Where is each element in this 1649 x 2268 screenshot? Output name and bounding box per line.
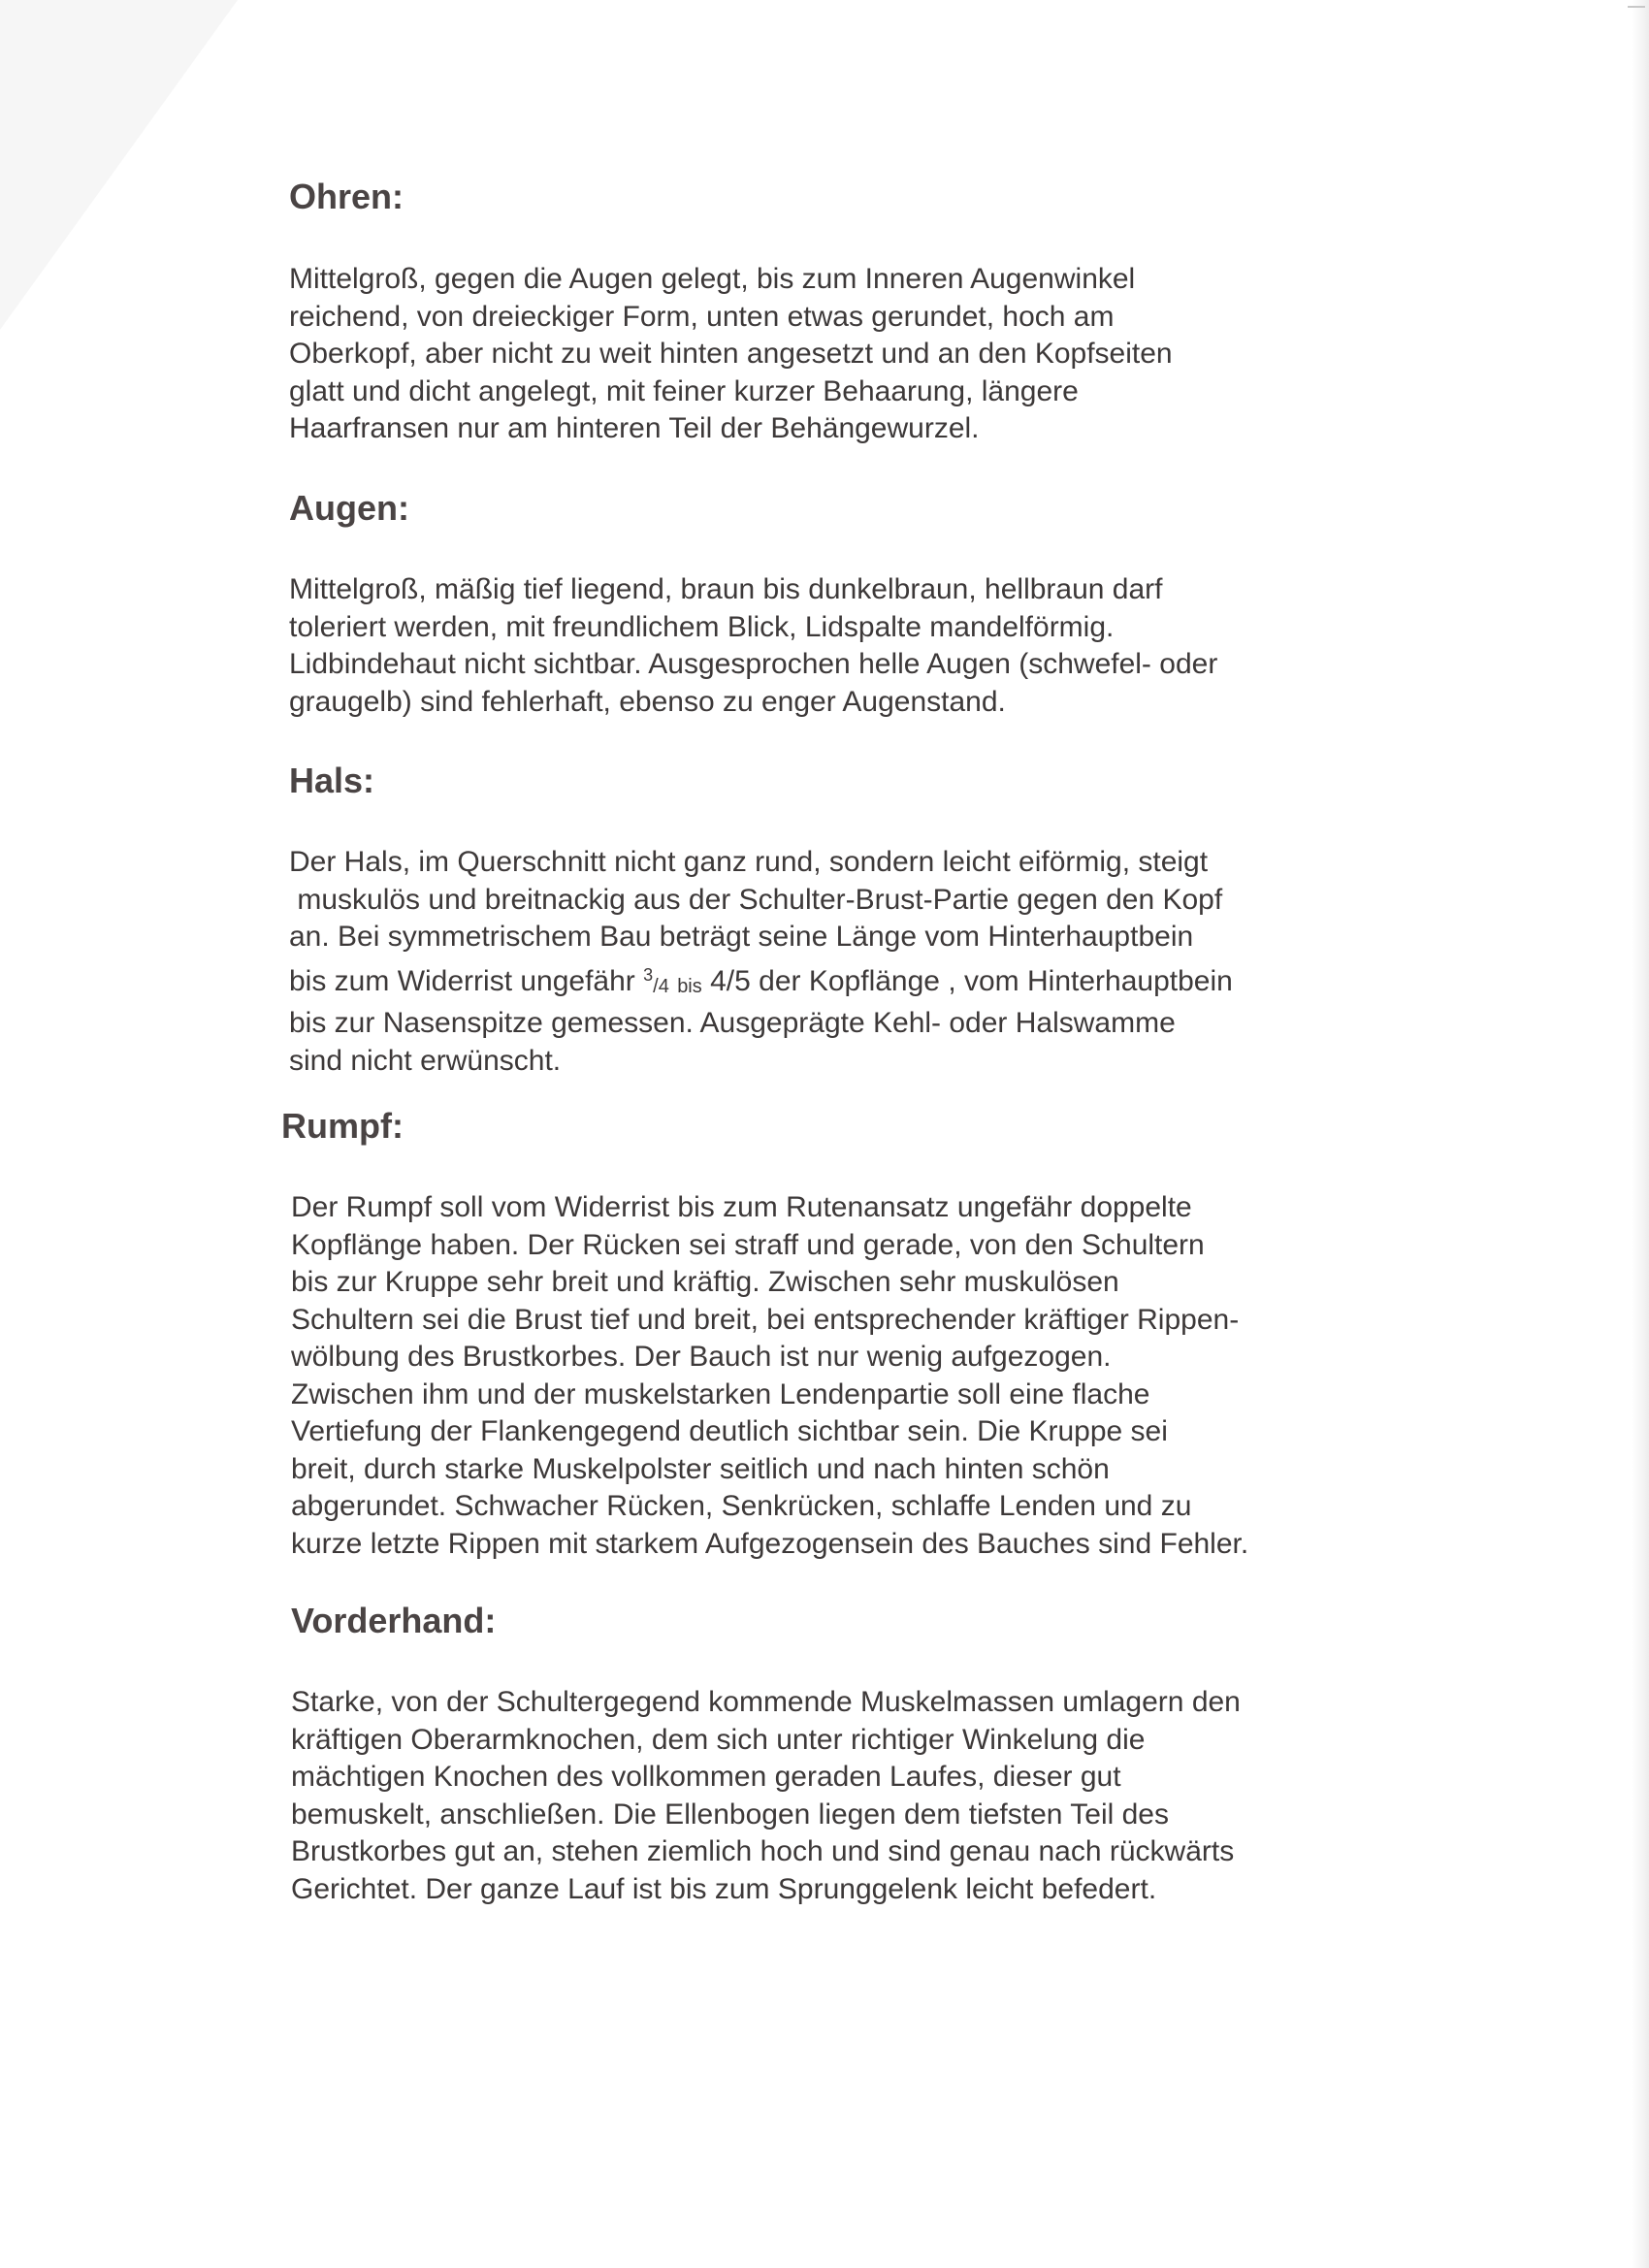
paragraph-line: an. Bei symmetrischem Bau beträgt seine Länge vom Hinterhauptbein xyxy=(289,921,1194,953)
scan-edge-mark xyxy=(1628,6,1645,8)
section-paragraph-rumpf xyxy=(291,1189,1248,1563)
paragraph-line: Der Hals, im Querschnitt nicht ganz rund, sondern leicht eiförmig, steigt xyxy=(289,846,1209,878)
paragraph-line: toleriert werden, mit freundlichem Blick, Lidspalte mandelförmig. xyxy=(289,610,1115,643)
section-heading-vorderhand: Vorderhand: xyxy=(291,1601,497,1640)
fraction-numerator: 3 xyxy=(643,964,654,985)
paragraph-line: Oberkopf, aber nicht zu weit hinten angesetzt und an den Kopfseiten xyxy=(289,338,1173,370)
paragraph-line: reichend, von dreieckiger Form, unten etwas gerundet, hoch am xyxy=(289,300,1115,333)
paragraph-line: mächtigen Knochen des vollkommen geraden Laufes, dieser gut xyxy=(291,1761,1121,1793)
paragraph-line: Brustkorbes gut an, stehen ziemlich hoch und sind genau nach rückwärts xyxy=(291,1835,1235,1867)
section-heading-hals: Hals: xyxy=(289,761,375,800)
section-paragraph-ohren xyxy=(289,261,1173,448)
paragraph-line: kräftigen Oberarmknochen, dem sich unter richtiger Winkelung die xyxy=(291,1723,1146,1756)
paragraph-line: graugelb) sind fehlerhaft, ebenso zu enger Augenstand. xyxy=(289,685,1006,718)
paragraph-line: bis zur Nasenspitze gemessen. Ausgeprägte Kehl- oder Halswamme xyxy=(289,1007,1176,1039)
paragraph-line: kurze letzte Rippen mit starkem Aufgezogensein des Bauches sind Fehler. xyxy=(291,1527,1249,1560)
paragraph-line: bis zur Kruppe sehr breit und kräftig. Zwischen sehr muskulösen xyxy=(291,1266,1119,1298)
fraction-denominator: /4 xyxy=(653,975,669,997)
paragraph-line: glatt und dicht angelegt, mit feiner kurzer Behaarung, längere xyxy=(289,374,1079,407)
scan-edge-shadow xyxy=(1632,0,1649,2268)
paragraph-line: Gerichtet. Der ganze Lauf ist bis zum Sprunggelenk leicht befedert. xyxy=(291,1872,1157,1905)
paragraph-line: Lidbindehaut nicht sichtbar. Ausgesprochen helle Augen (schwefel- oder xyxy=(289,648,1218,680)
paragraph-line: Schultern sei die Brust tief und breit, bei entsprechender kräftiger Rippen- xyxy=(291,1303,1240,1336)
paragraph-line: Starke, von der Schultergegend kommende Muskelmassen umlagern den xyxy=(291,1686,1241,1718)
fraction-word: bis xyxy=(677,975,702,997)
paragraph-line: Mittelgroß, mäßig tief liegend, braun bis dunkelbraun, hellbraun darf xyxy=(289,573,1163,605)
paragraph-line: muskulös und breitnackig aus der Schulter-Brust-Partie gegen den Kopf xyxy=(289,883,1223,916)
section-heading-ohren: Ohren: xyxy=(289,177,404,216)
paragraph-line-with-fraction xyxy=(289,956,1233,1006)
paragraph-line: Mittelgroß, gegen die Augen gelegt, bis zum Inneren Augenwinkel xyxy=(289,263,1136,295)
page-corner-fold xyxy=(0,0,238,330)
section-paragraph-hals xyxy=(289,844,1233,1080)
paragraph-line: Vertiefung der Flankengegend deutlich sichtbar sein. Die Kruppe sei xyxy=(291,1415,1168,1447)
paragraph-line: breit, durch starke Muskelpolster seitlich und nach hinten schön xyxy=(291,1452,1110,1485)
section-paragraph-augen xyxy=(289,571,1217,721)
paragraph-line: wölbung des Brustkorbes. Der Bauch ist nur wenig aufgezogen. xyxy=(291,1341,1112,1373)
line-text: der Kopflänge , vom Hinterhauptbein xyxy=(759,964,1233,997)
paragraph-line: sind nicht erwünscht. xyxy=(289,1044,562,1077)
paragraph-line: Der Rumpf soll vom Widerrist bis zum Rutenansatz ungefähr doppelte xyxy=(291,1191,1192,1223)
paragraph-line: Kopflänge haben. Der Rücken sei straff und gerade, von den Schultern xyxy=(291,1228,1205,1261)
paragraph-line: Zwischen ihm und der muskelstarken Lendenpartie soll eine flache xyxy=(291,1377,1150,1410)
paragraph-line: Haarfransen nur am hinteren Teil der Behängewurzel. xyxy=(289,412,980,444)
section-heading-rumpf: Rumpf: xyxy=(281,1106,404,1146)
paragraph-line: abgerundet. Schwacher Rücken, Senkrücken, schlaffe Lenden und zu xyxy=(291,1490,1192,1522)
section-heading-augen: Augen: xyxy=(289,488,409,528)
paragraph-line: bemuskelt, anschließen. Die Ellenbogen liegen dem tiefsten Teil des xyxy=(291,1798,1169,1831)
fraction-value: 4/5 xyxy=(710,964,751,997)
section-paragraph-vorderhand xyxy=(291,1684,1241,1908)
line-text: bis zum Widerrist ungefähr xyxy=(289,964,635,997)
